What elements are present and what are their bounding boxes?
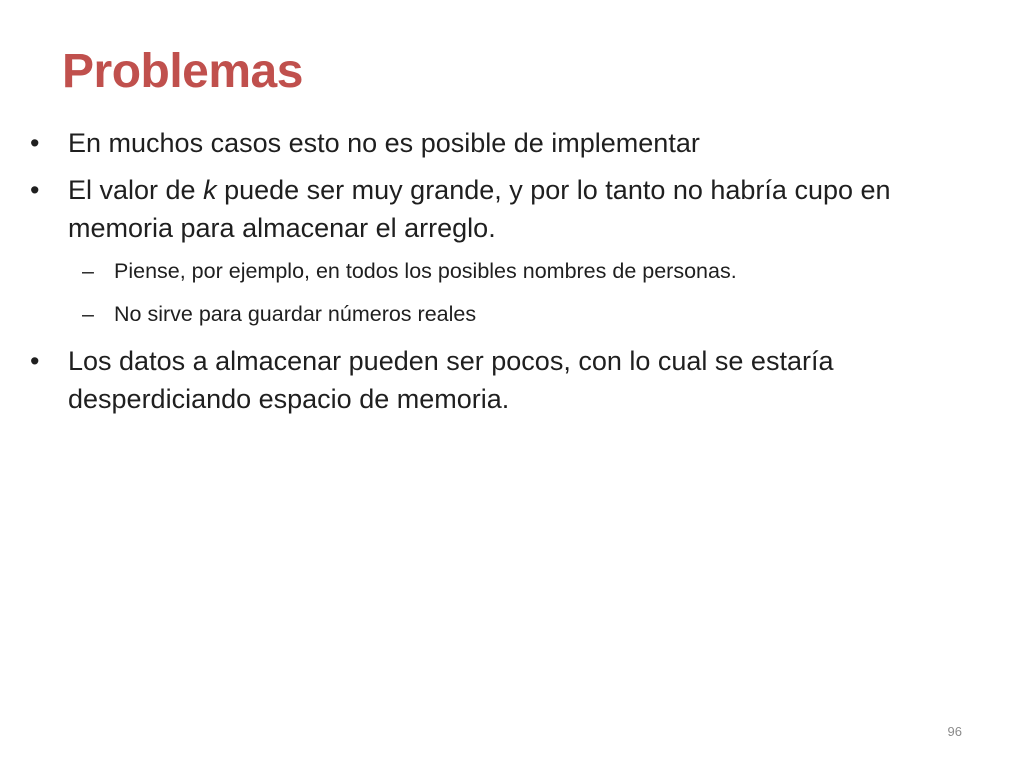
slide-title: Problemas [62,45,303,98]
sub-bullet-item-1 [30,256,990,286]
sub-bullet-marker: – [82,302,94,326]
bullet-item-1 [30,124,990,162]
bullet-text-before: El valor de [68,175,204,205]
slide-content [30,124,990,427]
italic-variable: k [203,175,217,205]
bullet-marker: • [30,128,40,158]
bullet-text-after: puede ser muy grande, y por lo tanto no habría cupo en memoria para almacenar el arreglo. [68,175,891,243]
bullet-text: En muchos casos esto no es posible de implementar [68,128,700,158]
page-number: 96 [947,724,962,739]
bullet-item-2 [30,171,990,247]
bullet-marker: • [30,175,40,205]
sub-bullet-text: Piense, por ejemplo, en todos los posibles nombres de personas. [114,259,737,283]
sub-bullet-text: No sirve para guardar números reales [114,302,477,326]
bullet-text: Los datos a almacenar pueden ser pocos, con lo cual se estaría desperdiciando espacio de memoria. [68,346,834,414]
sub-bullet-item-2 [30,299,990,329]
bullet-marker: • [30,346,40,376]
bullet-item-3 [30,342,990,418]
sub-bullet-marker: – [82,259,94,283]
